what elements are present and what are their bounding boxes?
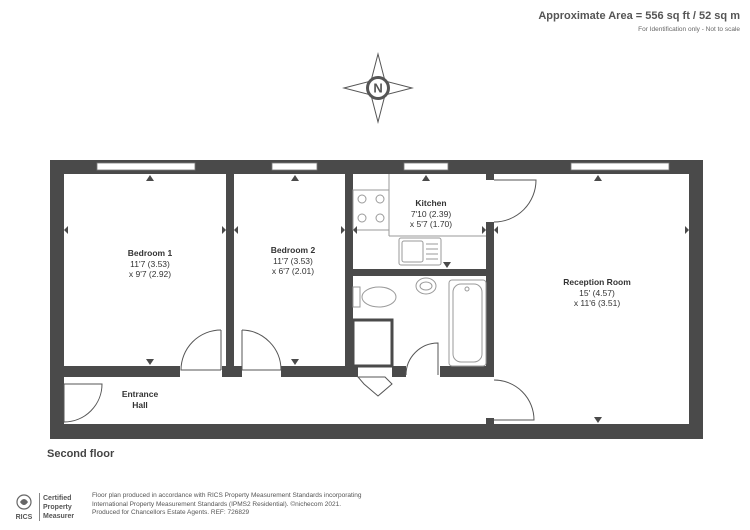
room-entrance-hall xyxy=(110,389,170,410)
room-dimension: x 9'7 (2.92) xyxy=(128,269,172,279)
floor-label: Second floor xyxy=(47,448,115,460)
sink-icon xyxy=(399,238,441,265)
badge-line-1: Certified xyxy=(43,495,72,502)
room-name: Bedroom 2 xyxy=(270,245,316,255)
toilet-icon xyxy=(362,287,396,307)
room-dimension: 11'7 (3.53) xyxy=(130,258,170,269)
badge-line-2: Property xyxy=(43,504,72,511)
room-bedroom-1 xyxy=(100,248,200,280)
room-dimension: x 5'7 (1.70) xyxy=(409,219,453,229)
room-name: Kitchen xyxy=(415,198,447,208)
rics-logo xyxy=(10,492,88,522)
rics-brand: RICS xyxy=(15,514,33,521)
room-reception xyxy=(547,277,647,309)
room-kitchen xyxy=(391,198,471,230)
footer-disclaimer xyxy=(92,492,362,518)
room-dimension: 15' (4.57) xyxy=(579,287,615,298)
compass-letter: N xyxy=(373,80,383,96)
bath-icon xyxy=(449,280,486,366)
footer-line: Produced for Chancellors Estate Agents. REF: 726829 xyxy=(92,509,250,517)
room-name: Bedroom 1 xyxy=(127,248,173,258)
room-name: Hall xyxy=(132,399,148,410)
room-dimension: x 6'7 (2.01) xyxy=(271,266,315,276)
identification-note: For Identification only - Not to scale xyxy=(638,26,740,33)
hob-icon xyxy=(353,190,389,230)
room-bedroom-2 xyxy=(243,245,343,277)
room-dimension: x 11'6 (3.51) xyxy=(573,298,621,308)
footer-line: Floor plan produced in accordance with RICS Property Measurement Standards incorporating xyxy=(92,492,362,499)
footer-line: International Property Measurement Standards (IPMS2 Residential). ©nichecom 2021. xyxy=(92,500,342,508)
basin-icon xyxy=(416,278,436,294)
room-name: Reception Room xyxy=(563,277,631,287)
room-dimension: 7'10 (2.39) xyxy=(410,208,452,219)
approximate-area: Approximate Area = 556 sq ft / 52 sq m xyxy=(538,10,740,22)
badge-line-3: Measurer xyxy=(43,513,75,520)
compass-icon xyxy=(344,54,412,122)
room-name: Entrance xyxy=(121,389,159,399)
toilet-cistern xyxy=(353,287,360,307)
room-dimension: 11'7 (3.53) xyxy=(273,255,313,266)
